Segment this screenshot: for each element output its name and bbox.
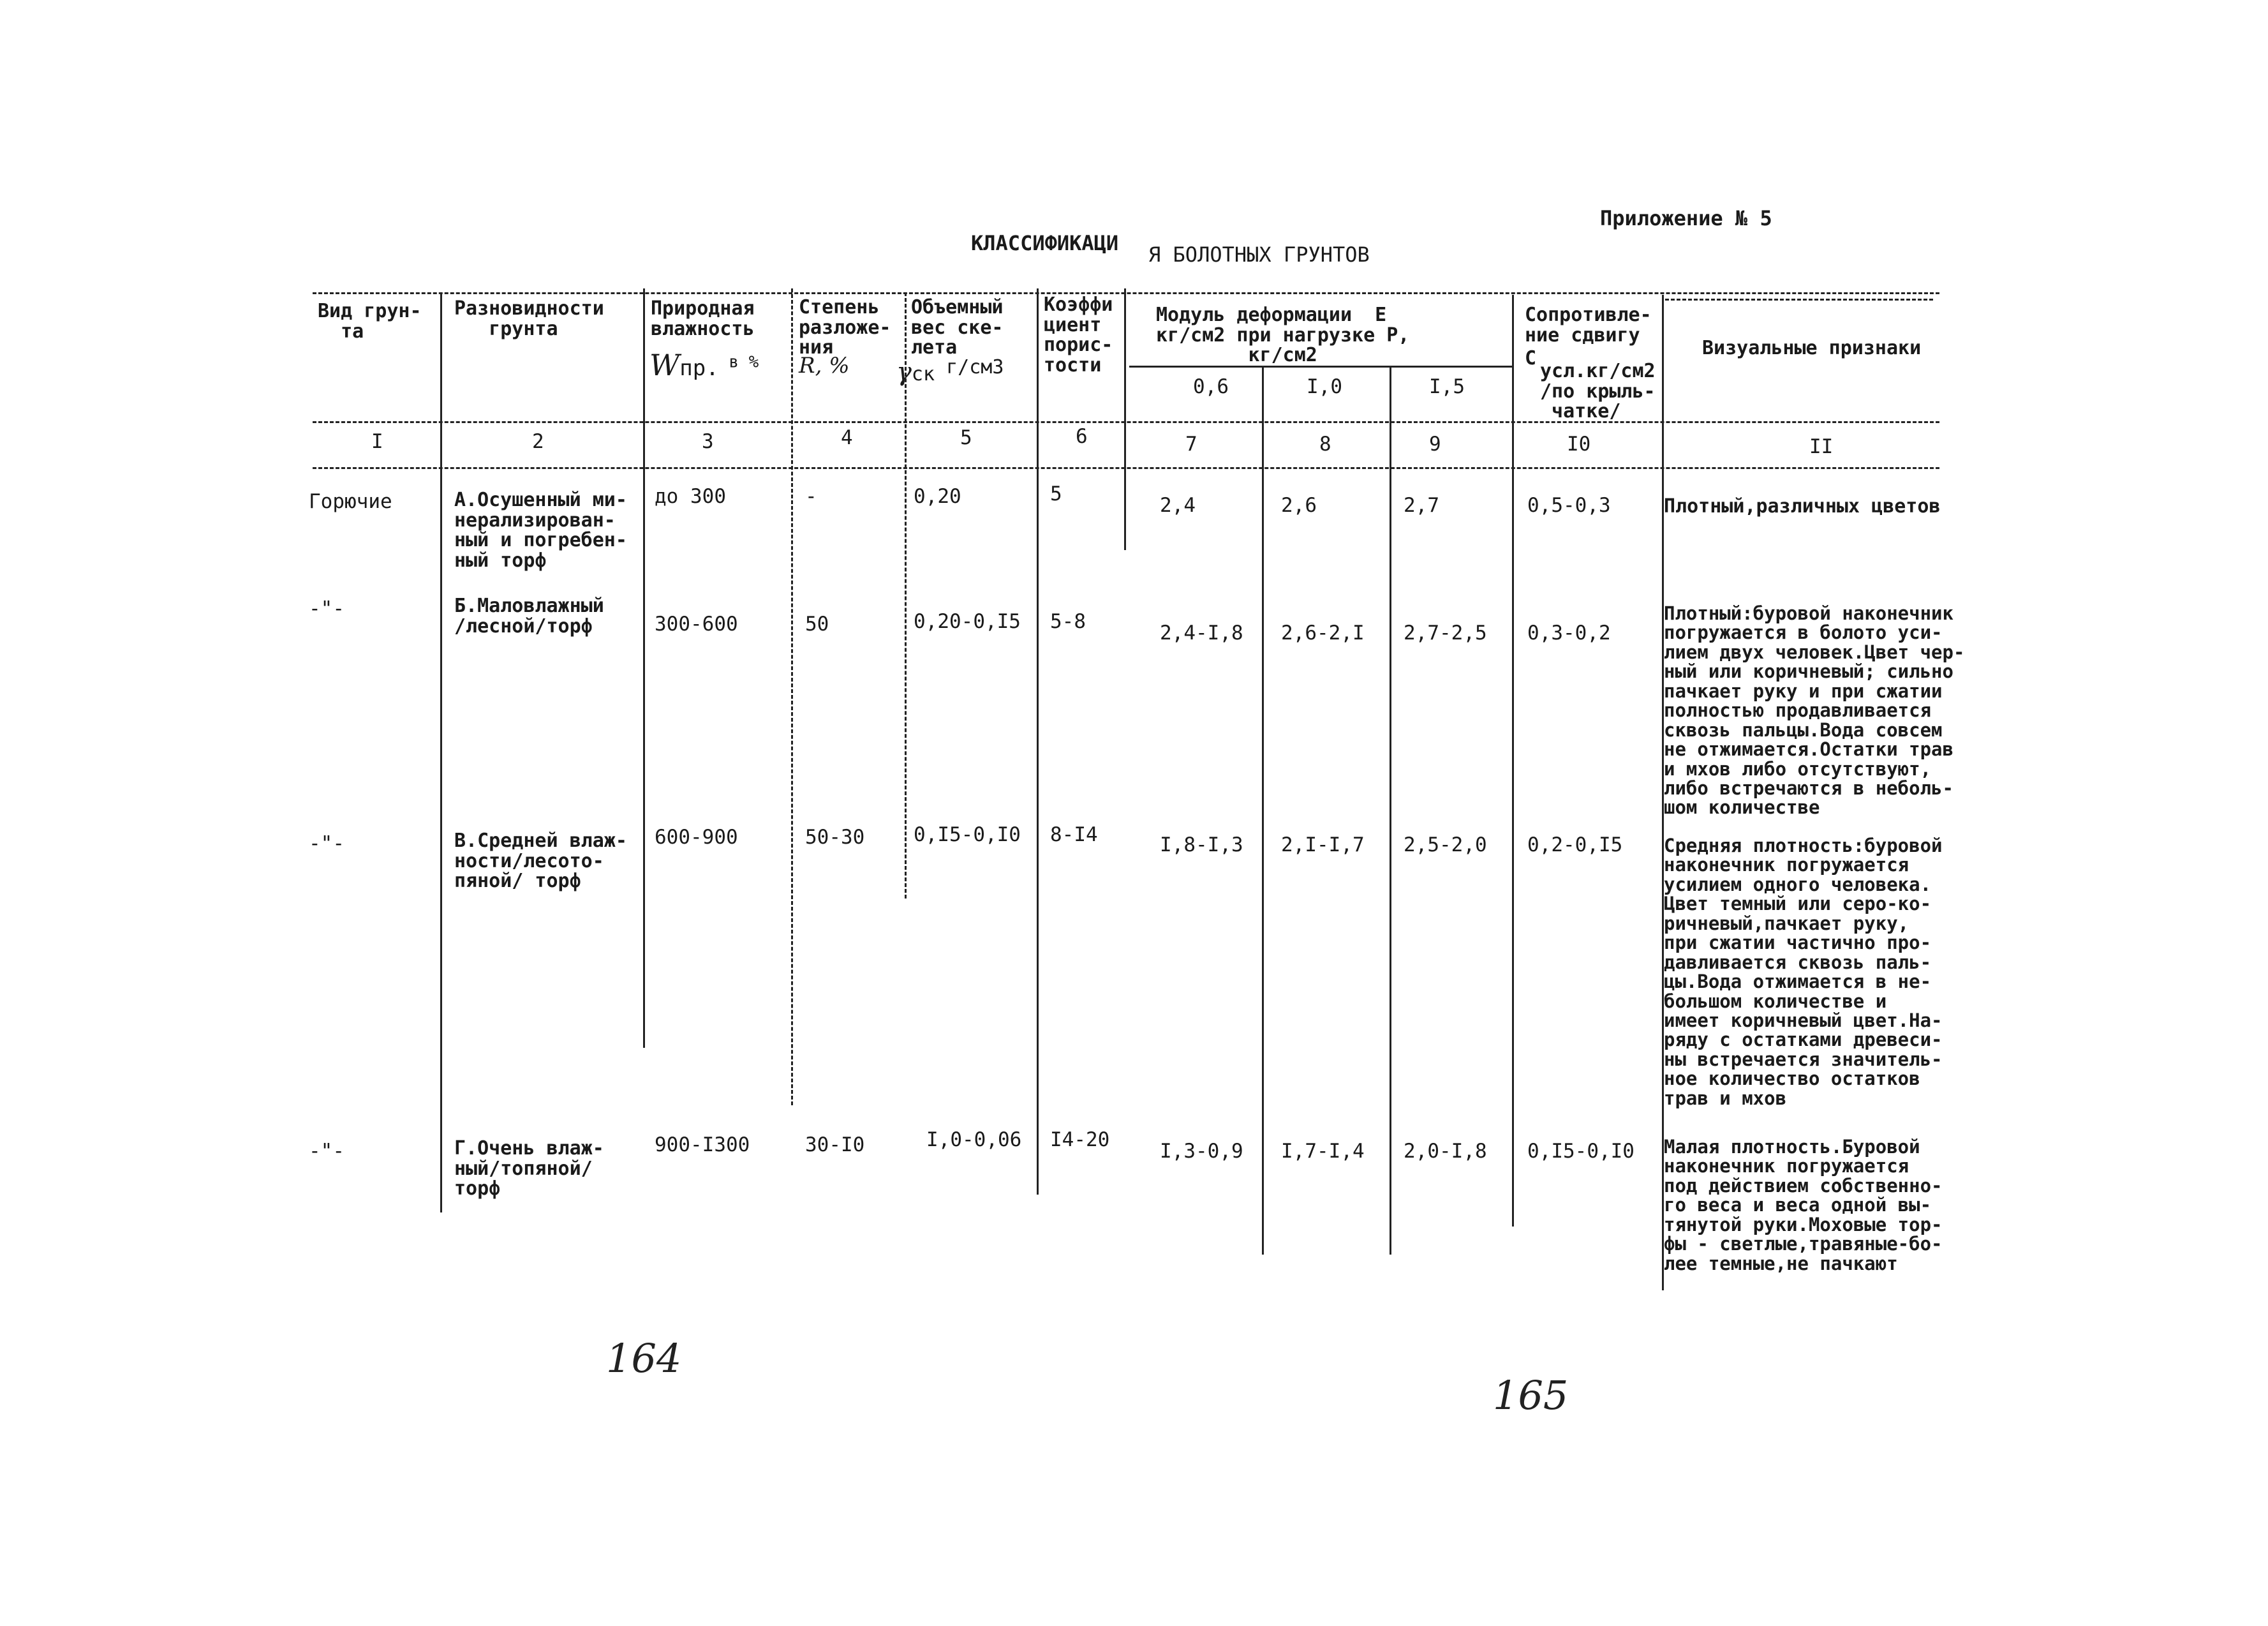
row-a-volume-weight: 0,20 <box>914 485 961 508</box>
header-top-rule-right <box>1665 299 1933 301</box>
row-b-kind: -"- <box>309 597 345 620</box>
row-a-modulus-1-0: 2,6 <box>1281 494 1317 517</box>
col-number-1: I <box>371 430 383 453</box>
row-d-shear: 0,I5-0,I0 <box>1527 1140 1634 1163</box>
header-load-1-0: I,0 <box>1307 375 1342 398</box>
appendix-label: Приложение № 5 <box>1600 206 1772 230</box>
col-number-9: 9 <box>1429 433 1441 456</box>
col-divider-8 <box>1390 368 1391 1255</box>
row-a-modulus-0-6: 2,4 <box>1160 494 1196 517</box>
col-divider-1 <box>440 294 442 1212</box>
header-porosity: Коэффи циент порис- тости <box>1044 294 1113 377</box>
row-b-visual: Плотный:буровой наконечник погружается в болото уси- лием двух человек.Цвет чер- ный или коричневый; сильно пачкает руку и при сжатии полностью продавливается сквозь пальцы.Вода совсем не отжимается.Остатки трав и мхов либо отсутствуют, либо встречаются в неболь- шом количестве <box>1664 602 1965 819</box>
row-a-moisture: до 300 <box>655 485 726 508</box>
header-shear-symbol: C <box>1525 347 1537 369</box>
row-d-decomposition: 30-I0 <box>805 1133 865 1156</box>
header-volume-weight: Объемный вес ске- лета <box>911 296 1004 359</box>
page-number-right: 165 <box>1493 1372 1569 1419</box>
row-d-moisture: 900-I300 <box>655 1133 750 1156</box>
col-number-8: 8 <box>1319 433 1331 456</box>
row-d-porosity: I4-20 <box>1050 1128 1110 1151</box>
header-load-1-5: I,5 <box>1429 375 1465 398</box>
col-divider-9 <box>1512 295 1514 1227</box>
col-divider-5 <box>1037 288 1039 1195</box>
title-part-2: Я БОЛОТНЫХ ГРУНТОВ <box>1148 242 1370 267</box>
header-load-0-6: 0,6 <box>1193 375 1229 398</box>
row-a-shear: 0,5-0,3 <box>1527 494 1611 517</box>
row-c-modulus-1-5: 2,5-2,0 <box>1404 833 1487 856</box>
row-b-modulus-1-0: 2,6-2,I <box>1281 622 1365 645</box>
header-variety: Разновидности грунта <box>454 297 604 340</box>
col-number-11: II <box>1809 435 1834 458</box>
col-number-2: 2 <box>532 430 544 453</box>
row-b-modulus-0-6: 2,4-I,8 <box>1160 622 1243 645</box>
row-a-visual: Плотный,различных цветов <box>1664 495 1941 518</box>
row-c-visual: Средняя плотность:буровой наконечник погружается усилием одного человека. Цвет темный или серо-ко- ричневый,пачкает руку, при сжатии частично про- давливается сквозь паль- цы.Вода отжимается в не- большом количестве и имеет коричневый цвет.На- ряду с остатками древеси- ны встречается значитель- ное количество остатков трав и мхов <box>1664 835 1943 1109</box>
header-decomposition-symbol: R, % <box>799 353 850 378</box>
col-divider-7 <box>1262 368 1264 1255</box>
row-b-volume-weight: 0,20-0,I5 <box>914 610 1021 633</box>
row-a-decomposition: - <box>805 485 817 508</box>
row-a-porosity: 5 <box>1050 482 1062 505</box>
col-number-7: 7 <box>1185 433 1197 456</box>
header-modulus-group: Модуль деформации Е кг/см2 при нагрузке Р, кг/см2 <box>1156 304 1410 366</box>
row-b-decomposition: 50 <box>805 613 829 636</box>
col-number-10: I0 <box>1567 433 1591 456</box>
row-a-kind: Горючие <box>309 490 392 513</box>
row-d-modulus-1-0: I,7-I,4 <box>1281 1140 1365 1163</box>
row-b-porosity: 5-8 <box>1050 610 1086 633</box>
col-divider-3 <box>791 288 793 1105</box>
header-shear-unit: усл.кг/см2 /по крыль- чатке/ <box>1540 360 1656 422</box>
col-number-5: 5 <box>960 426 972 449</box>
row-a-variety: А.Осушенный ми- нерализирован- ный и погребен- ный торф <box>454 489 627 572</box>
row-b-variety: Б.Маловлажный /лесной/торф <box>454 595 604 638</box>
row-d-kind: -"- <box>309 1140 345 1163</box>
numbers-bottom-rule <box>313 467 1939 469</box>
page-number-left: 164 <box>606 1335 682 1382</box>
row-d-modulus-1-5: 2,0-I,8 <box>1404 1140 1487 1163</box>
row-c-volume-weight: 0,I5-0,I0 <box>914 823 1021 846</box>
header-kind: Вид грун- та <box>318 300 422 343</box>
header-shear: Сопротивле- ние сдвигу <box>1525 304 1652 347</box>
row-c-shear: 0,2-0,I5 <box>1527 833 1623 856</box>
header-visual: Визуальные признаки <box>1702 337 1922 359</box>
row-c-kind: -"- <box>309 832 345 855</box>
row-c-modulus-0-6: I,8-I,3 <box>1160 833 1243 856</box>
row-d-volume-weight: I,0-0,06 <box>926 1128 1022 1151</box>
row-b-shear: 0,3-0,2 <box>1527 622 1611 645</box>
row-b-modulus-1-5: 2,7-2,5 <box>1404 622 1487 645</box>
header-moisture: Природная влажность <box>651 297 755 340</box>
header-moisture-symbol: Wпр. $^{в \%}$ <box>649 348 759 382</box>
header-top-rule <box>313 292 1939 294</box>
title-part-1: КЛАССИФИКАЦИ <box>971 231 1119 255</box>
row-d-variety: Г.Очень влаж- ный/топяной/ торф <box>454 1137 604 1200</box>
header-decomposition: Степень разложе- ния <box>799 296 891 359</box>
header-volume-weight-symbol: γск г/см3 <box>896 356 1004 387</box>
col-divider-2 <box>643 288 645 1048</box>
row-c-decomposition: 50-30 <box>805 826 865 849</box>
col-number-6: 6 <box>1076 425 1088 448</box>
row-d-modulus-0-6: I,3-0,9 <box>1160 1140 1243 1163</box>
col-divider-6 <box>1124 288 1126 550</box>
col-number-3: 3 <box>702 430 714 453</box>
row-c-variety: В.Средней влаж- ности/лесото- пяной/ торф <box>454 830 627 892</box>
row-c-moisture: 600-900 <box>655 826 738 849</box>
row-c-modulus-1-0: 2,I-I,7 <box>1281 833 1365 856</box>
row-c-porosity: 8-I4 <box>1050 823 1098 846</box>
row-b-moisture: 300-600 <box>655 613 738 636</box>
row-d-visual: Малая плотность.Буровой наконечник погружается под действием собственно- го веса и веса одной вы- тянутой руки.Моховые тор- фы - светлые,травяные-бо- лее темные,не пачкают <box>1664 1136 1943 1274</box>
header-bottom-rule <box>313 421 1939 423</box>
col-number-4: 4 <box>841 426 853 449</box>
row-a-modulus-1-5: 2,7 <box>1404 494 1439 517</box>
